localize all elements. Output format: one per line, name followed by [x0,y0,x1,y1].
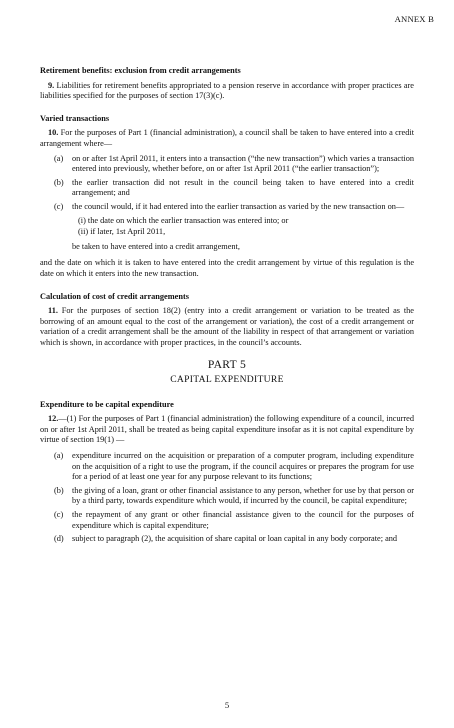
part-title: CAPITAL EXPENDITURE [170,374,284,386]
item-text: on or after 1st April 2011, it enters into a transaction (“the new transaction”) which varies a transaction entered into previously, whether before, on or after 1st April 2011 (“the earlier transaction”); [72,153,414,174]
item-text: expenditure incurred on the acquisition or preparation of a computer program, including expenditure on the acquisition of a right to use the program, if the council acquires or prepares the program for use for a period of at least one year for any purpose relevant to its functions; [72,451,414,482]
section-12-item-b [40,486,414,507]
section-10-number: 10. [48,128,59,138]
section-9-heading: Retirement benefits: exclusion from credit arrangements [40,66,241,75]
section-9-number: 9. [48,80,55,90]
section-10-heading: Varied transactions [40,113,110,123]
section-12-intro-text: —(1) For the purposes of Part 1 (financial administration) the following expenditure of a council, incurred on or after 1st April 2011, shall be treated as being capital expenditure insofar as it is not capital expenditure by virtue of section 19(1) — [40,414,414,445]
section-10-intro-text: For the purposes of Part 1 (financial administration), a council shall be taken to have entered into a credit arrangement where— [40,128,414,148]
section-12-item-c [40,510,414,531]
section-12-heading: Expenditure to be capital expenditure [40,399,174,409]
page-number: 5 [224,700,230,710]
item-text: the giving of a loan, grant or other financial assistance to any person, whether for use by that person or by a third party, towards expenditure which would, if incurred by the council, be capital expenditure; [72,485,414,506]
item-text: the earlier transaction did not result in the council being taken to have entered into a credit arrangement; and [72,177,414,198]
section-11-paragraph [40,306,414,348]
section-12-number: 12. [48,414,59,424]
part-number: PART 5 [207,358,247,372]
section-12-item-a [40,451,414,483]
section-10-subitem-ii: (ii) if later, 1st April 2011, [78,227,166,237]
item-text: subject to paragraph (2), the acquisition of share capital or loan capital in any body corporate; and [72,534,398,544]
item-label: (a) [54,153,64,163]
section-11-number: 11. [48,306,58,316]
section-10-item-b [40,178,414,199]
item-label: (b) [54,485,64,495]
section-10-subitem-i: (i) the date on which the earlier transaction was entered into; or [78,215,289,225]
section-10-intro [40,128,414,149]
section-11-heading: Calculation of cost of credit arrangements [40,291,189,301]
item-text: the council would, if it had entered into the earlier transaction as varied by the new transaction on— [72,201,405,211]
annex-label: ANNEX B [394,14,434,24]
section-9-paragraph [40,81,414,102]
section-12-intro [40,414,414,446]
item-label: (b) [54,177,64,187]
item-text: the repayment of any grant or other financial assistance given to the council for the purposes of expenditure which is capital expenditure; [72,510,414,530]
section-10-item-c [40,202,414,213]
section-11-text: For the purposes of section 18(2) (entry into a credit arrangement or variation to be treated as the borrowing of an amount equal to the cost of the arrangement or variation), the cost of a credit arrangement or variation of a credit arrangement shall be the amount of the liability in respect of that arrangement or variation which is shown, in accordance with proper practices, in the council’s accounts. [40,306,414,347]
document-body [40,66,414,548]
section-9-text: Liabilities for retirement benefits appropriated to a pension reserve in accordance with proper practices are liabilities specified for the purposes of section 17(3)(c). [40,80,414,101]
section-10-continuation: be taken to have entered into a credit arrangement, [72,241,240,251]
section-10-closing: and the date on which it is taken to have entered into the credit arrangement by virtue of this regulation is the date on which it enters into the new transaction. [40,258,414,278]
item-label: (d) [54,534,64,544]
section-12-item-d [40,534,414,545]
item-label: (a) [54,451,64,461]
item-label: (c) [54,201,64,211]
item-label: (c) [54,510,64,519]
section-10-item-a [40,154,414,175]
